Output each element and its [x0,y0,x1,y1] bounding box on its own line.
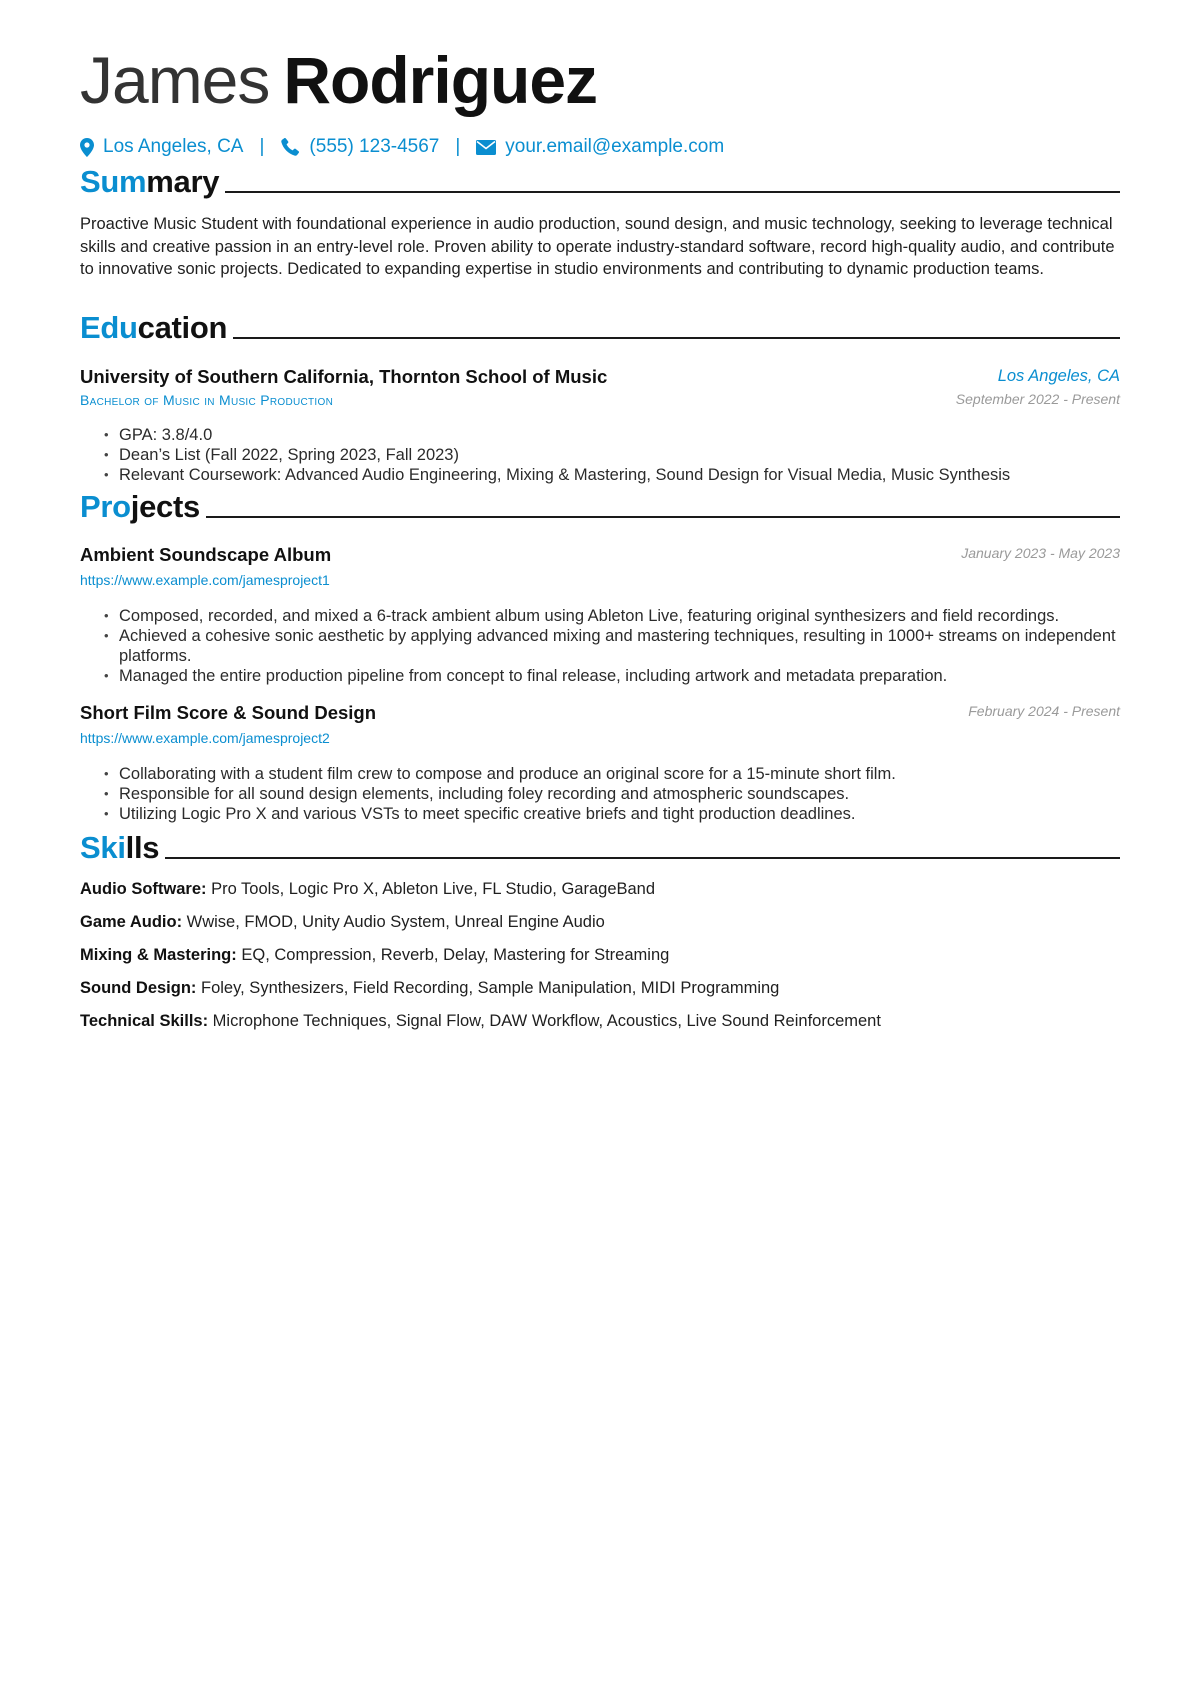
phone-icon [280,137,300,157]
skill-value: Pro Tools, Logic Pro X, Ableton Live, FL Studio, GarageBand [211,880,656,898]
project-link[interactable]: https://www.example.com/jamesproject1 [80,572,330,588]
location-pin-icon [80,138,94,157]
skill-value: EQ, Compression, Reverb, Delay, Mastering for Streaming [241,946,670,964]
school-name: University of Southern California, Thornton School of Music [80,366,608,387]
skill-value: Foley, Synthesizers, Field Recording, Sample Manipulation, MIDI Programming [201,979,780,997]
email-link: your.email@example.com [505,136,725,157]
project-dates: January 2023 - May 2023 [961,545,1120,561]
section-title: Summary [80,164,220,199]
location-text: Los Angeles, CA [103,136,244,157]
list-item: • Managed the entire production pipeline from concept to final release, including artwork and metadata preparation. [80,666,1120,686]
list-item: • Relevant Coursework: Advanced Audio Engineering, Mixing & Mastering, Sound Design for Visual Media, Music Synthesis [80,465,1120,485]
skill-label: Mixing & Mastering: [80,946,237,964]
skill-row [80,880,655,899]
phone-text: (555) 123-4567 [309,136,440,157]
project-title: Ambient Soundscape Album [80,544,332,565]
skill-label: Sound Design: [80,979,197,997]
candidate-name [80,42,597,118]
section-header-skills [80,826,1120,866]
project-link[interactable]: https://www.example.com/jamesproject2 [80,730,330,746]
contact-email[interactable] [476,136,724,158]
section-divider [233,337,1120,339]
section-header-summary [80,160,1120,200]
skill-row [80,913,605,932]
first-name: James [80,43,270,117]
skill-row [80,979,779,998]
section-title: Projects [80,489,200,524]
section-divider [206,516,1120,518]
project-details [80,606,1120,686]
section-title: Education [80,310,228,345]
contact-separator: | [455,136,461,157]
contact-phone[interactable] [280,136,439,158]
skill-label: Audio Software: [80,880,207,898]
list-item: • Composed, recorded, and mixed a 6-track ambient album using Ableton Live, featuring original synthesizers and field recordings. [80,606,1120,626]
list-item: • Dean’s List (Fall 2022, Spring 2023, Fall 2023) [80,445,1120,465]
contact-bar [80,134,724,160]
skill-label: Technical Skills: [80,1012,209,1030]
skill-row [80,1012,881,1031]
education-details [80,425,1120,485]
degree: Bachelor of Music in Music Production [80,392,334,408]
list-item: • GPA: 3.8/4.0 [80,425,1120,445]
skill-row [80,946,669,965]
list-item: • Collaborating with a student film crew to compose and produce an original score for a 15-minute short film. [80,764,1120,784]
section-divider [165,857,1120,859]
envelope-icon [476,140,496,155]
project-title: Short Film Score & Sound Design [80,702,377,723]
section-divider [225,191,1120,193]
summary-text: Proactive Music Student with foundational experience in audio production, sound design, and music technology, seeking to leverage technical skills and creative passion in an entry-level role. Proven ability to operate industry-standard software, record high-quality audio, and contribute to innovative sonic projects. Dedicated to expanding expertise in studio environments and contributing to dynamic production teams. [80,215,1115,278]
last-name: Rodriguez [283,43,598,117]
section-title: Skills [80,830,160,865]
skill-value: Microphone Techniques, Signal Flow, DAW Workflow, Acoustics, Live Sound Reinforcement [212,1012,881,1030]
list-item: • Responsible for all sound design elements, including foley recording and atmospheric soundscapes. [80,784,1120,804]
project-details [80,764,1120,824]
contact-location [80,136,243,158]
project-dates: February 2024 - Present [968,703,1120,719]
list-item: • Achieved a cohesive sonic aesthetic by applying advanced mixing and mastering techniques, resulting in 1000+ streams on independent platforms. [80,626,1120,666]
education-dates: September 2022 - Present [955,391,1120,407]
list-item: • Utilizing Logic Pro X and various VSTs to meet specific creative briefs and tight production deadlines. [80,804,1120,824]
contact-separator: | [259,136,265,157]
section-header-education [80,306,1120,346]
skill-label: Game Audio: [80,913,183,931]
section-header-projects [80,485,1120,525]
skill-value: Wwise, FMOD, Unity Audio System, Unreal Engine Audio [186,913,605,931]
school-location: Los Angeles, CA [997,367,1120,385]
